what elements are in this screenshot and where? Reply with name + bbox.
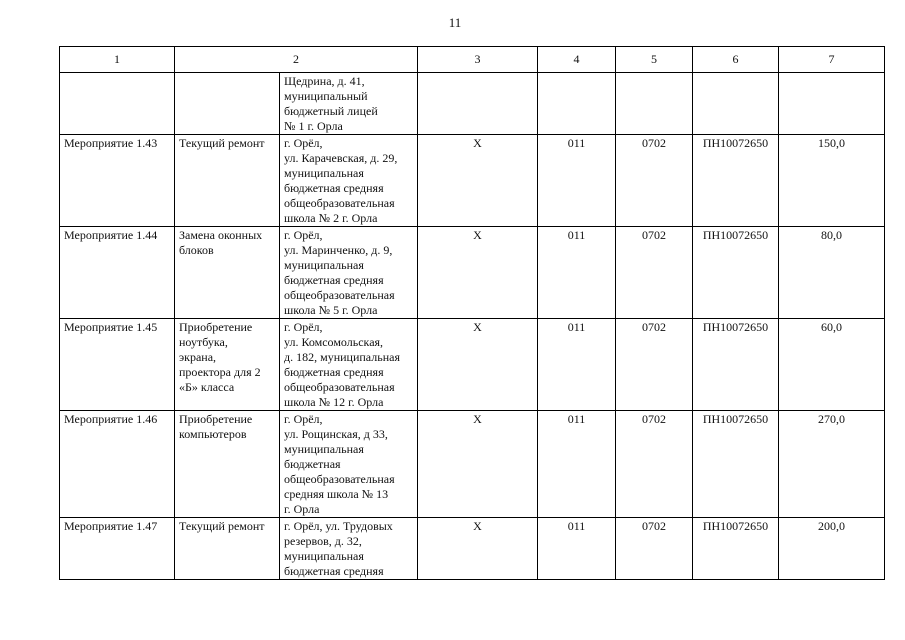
action-cell: Текущий ремонт (175, 518, 280, 580)
amount-cell: 150,0 (779, 135, 885, 227)
address-cell: г. Орёл, ул. Рощинская, д 33, муниципальная бюджетная общеобразовательная средняя школа № 13 г. Орла (280, 411, 418, 518)
col3-cell: Х (418, 319, 538, 411)
table-row (60, 227, 885, 319)
col3-cell: Х (418, 411, 538, 518)
col4-cell: 011 (538, 411, 616, 518)
col6-cell: ПН10072650 (693, 518, 779, 580)
col4-cell: 011 (538, 518, 616, 580)
address-cell: г. Орёл, ул. Комсомольская, д. 182, муниципальная бюджетная средняя общеобразовательная школа № 12 г. Орла (280, 319, 418, 411)
col6-cell: ПН10072650 (693, 227, 779, 319)
event-cell (60, 73, 175, 135)
col6-cell (693, 73, 779, 135)
header-col-3: 3 (418, 47, 538, 73)
col3-cell: Х (418, 227, 538, 319)
budget-table (59, 46, 885, 580)
page-number: 11 (448, 15, 462, 30)
amount-cell (779, 73, 885, 135)
action-cell: Текущий ремонт (175, 135, 280, 227)
address-cell: г. Орёл, ул. Трудовых резервов, д. 32, муниципальная бюджетная средняя (280, 518, 418, 580)
col4-cell (538, 73, 616, 135)
col3-cell: Х (418, 135, 538, 227)
col5-cell: 0702 (616, 227, 693, 319)
event-cell: Мероприятие 1.43 (60, 135, 175, 227)
col6-cell: ПН10072650 (693, 319, 779, 411)
col5-cell: 0702 (616, 518, 693, 580)
action-cell: Замена оконных блоков (175, 227, 280, 319)
col4-cell: 011 (538, 319, 616, 411)
amount-cell: 80,0 (779, 227, 885, 319)
col6-cell: ПН10072650 (693, 411, 779, 518)
header-col-7: 7 (779, 47, 885, 73)
col6-cell: ПН10072650 (693, 135, 779, 227)
col5-cell: 0702 (616, 411, 693, 518)
event-cell: Мероприятие 1.44 (60, 227, 175, 319)
address-cell: г. Орёл, ул. Карачевская, д. 29, муниципальная бюджетная средняя общеобразовательная школа № 2 г. Орла (280, 135, 418, 227)
table-row-continued (60, 73, 885, 135)
amount-cell: 270,0 (779, 411, 885, 518)
action-cell (175, 73, 280, 135)
col3-cell: Х (418, 518, 538, 580)
header-row (60, 47, 885, 73)
col5-cell: 0702 (616, 135, 693, 227)
header-col-1: 1 (60, 47, 175, 73)
action-cell: Приобретение компьютеров (175, 411, 280, 518)
col4-cell: 011 (538, 227, 616, 319)
col3-cell (418, 73, 538, 135)
col5-cell (616, 73, 693, 135)
col4-cell: 011 (538, 135, 616, 227)
table-row (60, 411, 885, 518)
event-cell: Мероприятие 1.47 (60, 518, 175, 580)
amount-cell: 200,0 (779, 518, 885, 580)
header-col-2: 2 (175, 47, 418, 73)
table-row (60, 518, 885, 580)
event-cell: Мероприятие 1.45 (60, 319, 175, 411)
address-cell: Щедрина, д. 41, муниципальный бюджетный лицей № 1 г. Орла (280, 73, 418, 135)
col5-cell: 0702 (616, 319, 693, 411)
header-col-4: 4 (538, 47, 616, 73)
action-cell: Приобретение ноутбука, экрана, проектора для 2 «Б» класса (175, 319, 280, 411)
address-cell: г. Орёл, ул. Маринченко, д. 9, муниципальная бюджетная средняя общеобразовательная школа № 5 г. Орла (280, 227, 418, 319)
header-col-6: 6 (693, 47, 779, 73)
amount-cell: 60,0 (779, 319, 885, 411)
table-row (60, 319, 885, 411)
header-col-5: 5 (616, 47, 693, 73)
event-cell: Мероприятие 1.46 (60, 411, 175, 518)
table-row (60, 135, 885, 227)
